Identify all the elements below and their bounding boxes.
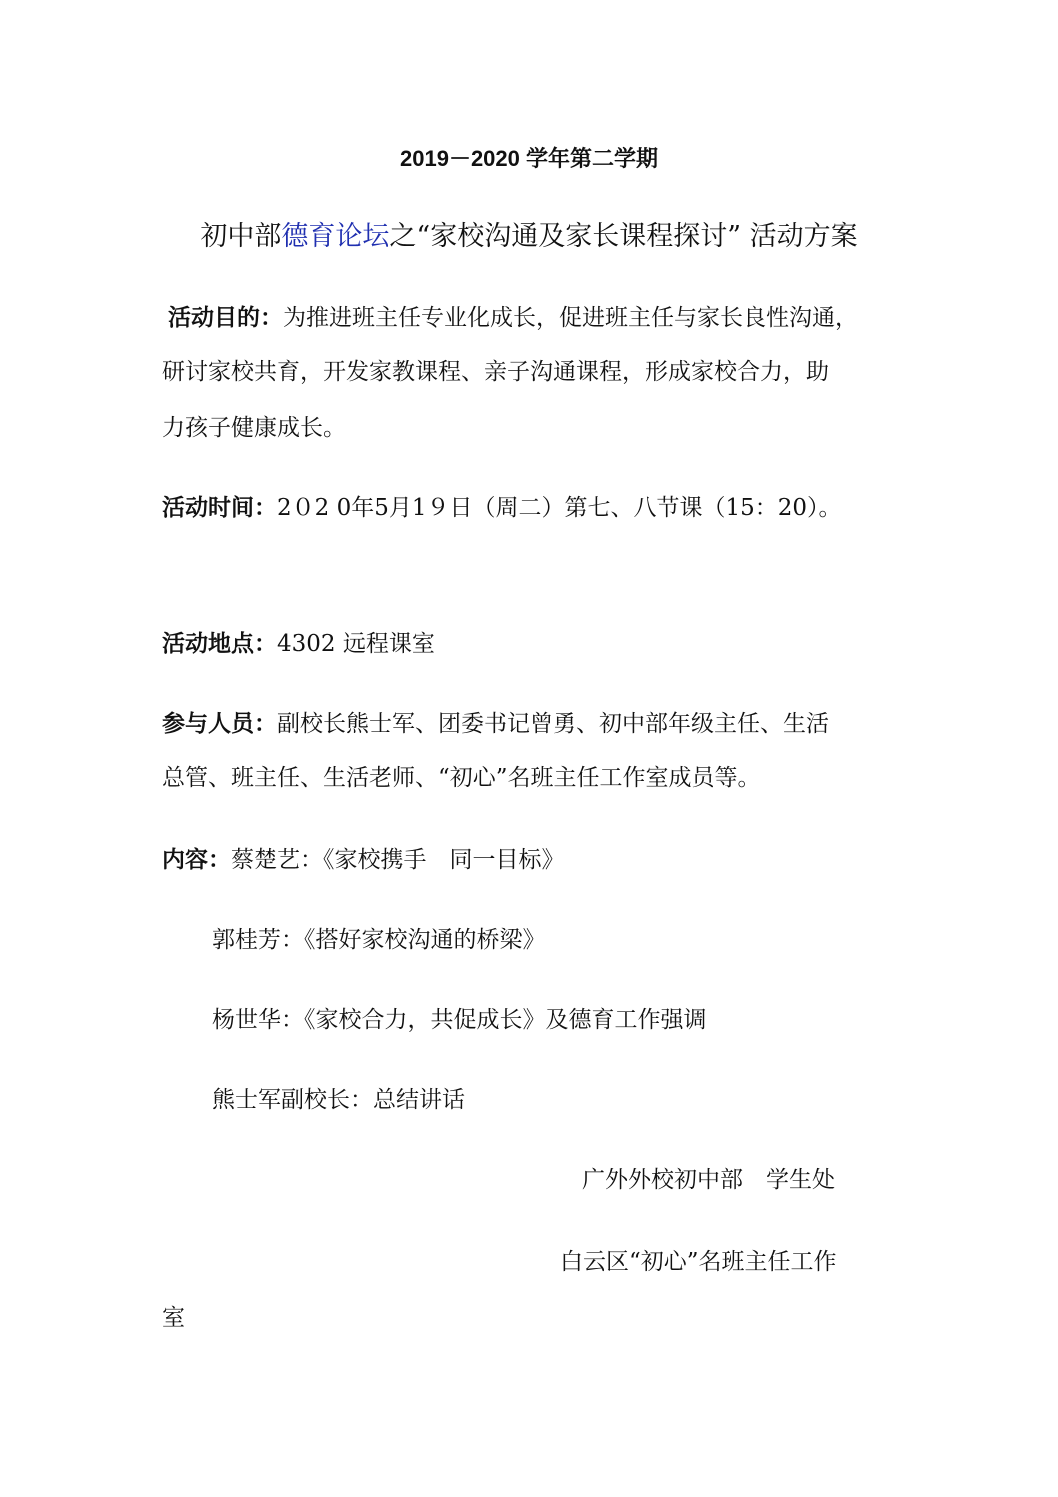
purpose-line-3: 力孩子健康成长。 <box>162 415 346 441</box>
signature-org-2-line-2: 室 <box>162 1305 185 1331</box>
title-highlight: 德育论坛 <box>281 221 390 252</box>
time-value: 2０2 0年5月1９日（周二）第七、八节课（15：20）。 <box>277 495 842 521</box>
participants-label: 参与人员： <box>162 711 277 737</box>
purpose-label: 活动目的： <box>168 305 283 331</box>
purpose-line-1 <box>168 302 858 334</box>
title-suffix: 之“家校沟通及家长课程探讨” 活动方案 <box>389 221 858 252</box>
signature-org-2-line-1: 白云区“初心”名班主任工作 <box>560 1249 837 1275</box>
participants-text-1: 副校长熊士军、团委书记曾勇、初中部年级主任、生活 <box>277 711 829 737</box>
content-item: 熊士军副校长：总结讲话 <box>212 1087 465 1113</box>
document-title <box>0 218 1058 256</box>
time-label: 活动时间： <box>162 495 277 521</box>
content-item: 蔡楚艺：《家校携手 同一目标》 <box>231 847 565 873</box>
content-line-1 <box>162 844 565 876</box>
participants-line-2: 总管、班主任、生活老师、“初心”名班主任工作室成员等。 <box>162 765 761 791</box>
semester-heading: 2019－2020 学年第二学期 <box>400 146 658 171</box>
signature-org-1: 广外外校初中部 学生处 <box>582 1167 835 1193</box>
location-value: 4302 远程课室 <box>277 631 435 657</box>
time-line <box>162 492 842 524</box>
content-item: 郭桂芳：《搭好家校沟通的桥梁》 <box>212 927 546 953</box>
content-item: 杨世华：《家校合力，共促成长》及德育工作强调 <box>212 1007 707 1033</box>
title-prefix: 初中部 <box>200 221 282 252</box>
location-label: 活动地点： <box>162 631 277 657</box>
participants-line-1 <box>162 708 829 740</box>
content-label: 内容： <box>162 847 231 873</box>
purpose-line-2: 研讨家校共育，开发家教课程、亲子沟通课程，形成家校合力，助 <box>162 359 829 385</box>
location-line <box>162 628 435 660</box>
purpose-text-1: 为推进班主任专业化成长，促进班主任与家长良性沟通， <box>283 305 858 331</box>
